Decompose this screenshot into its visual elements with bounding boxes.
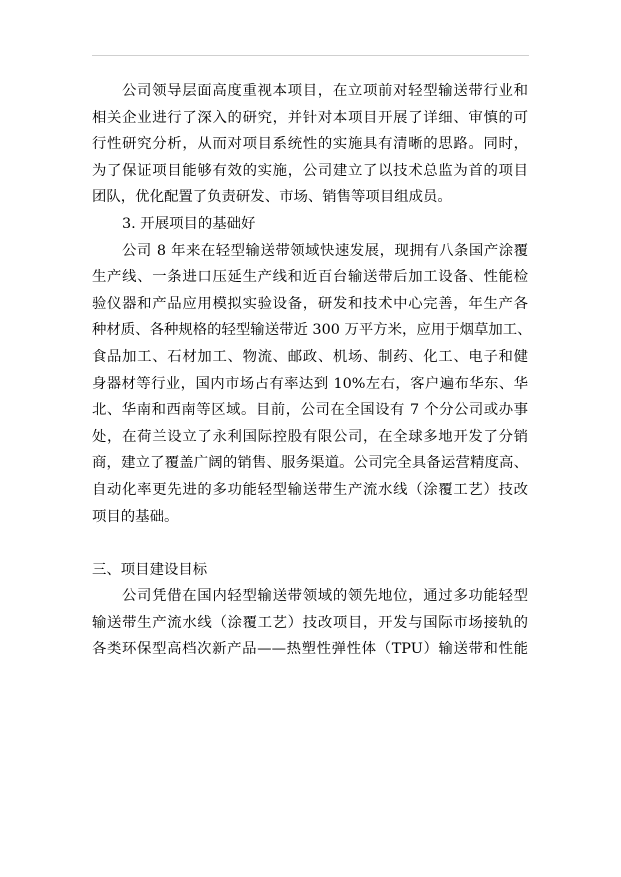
paragraph-line: 公司领导层面高度重视本项目，在立项前对轻型输送带行业和 xyxy=(122,83,528,99)
paragraph-line: 项目的基础。 xyxy=(92,508,179,525)
paragraph-line: 各类环保型高档次新产品——热塑性弹性体（TPU）输送带和性能 xyxy=(92,641,528,658)
paragraph-line: 北、华南和西南等区域。目前，公司在全国设有 7 个分公司或办事 xyxy=(92,402,528,419)
section-heading: 三、项目建设目标 xyxy=(92,561,208,578)
paragraph-line: 输送带生产流水线（涂覆工艺）技改项目，开发与国际市场接轨的 xyxy=(92,614,528,631)
paragraph-line: 生产线、一条进口压延生产线和近百台输送带后加工设备、性能检 xyxy=(92,269,528,286)
paragraph-line: 相关企业进行了深入的研究，并针对本项目开展了详细、审慎的可 xyxy=(92,109,528,126)
paragraph-line: 食品加工、石材加工、物流、邮政、机场、制药、化工、电子和健 xyxy=(92,348,528,365)
blank-line xyxy=(92,530,528,557)
paragraph-line: 处，在荷兰设立了永利国际控股有限公司，在全球多地开发了分销 xyxy=(92,428,528,445)
paragraph-line: 自动化率更先进的多功能轻型输送带生产流水线（涂覆工艺）技改 xyxy=(92,481,528,498)
header-rule xyxy=(92,55,529,56)
paragraph-line: 公司 8 年来在轻型输送带领域快速发展，现拥有八条国产涂覆 xyxy=(122,242,528,259)
paragraph-line: 为了保证项目能够有效的实施，公司建立了以技术总监为首的项目 xyxy=(92,162,528,179)
paragraph-line: 种材质、各种规格的轻型输送带近 300 万平方米，应用于烟草加工、 xyxy=(92,322,532,339)
paragraph-line: 行性研究分析，从而对项目系统性的实施具有清晰的思路。同时， xyxy=(92,136,528,153)
subheading: 3. 开展项目的基础好 xyxy=(122,215,256,232)
page-content xyxy=(92,78,532,663)
paragraph-line: 公司凭借在国内轻型输送带领域的领先地位，通过多功能轻型 xyxy=(122,588,528,605)
paragraph-line: 身器材等行业，国内市场占有率达到 10%左右，客户遍布华东、华 xyxy=(92,375,528,392)
paragraph-line: 验仪器和产品应用模拟实验设备，研发和技术中心完善，年生产各 xyxy=(92,295,528,312)
paragraph-line: 团队，优化配置了负责研发、市场、销售等项目组成员。 xyxy=(92,189,452,206)
paragraph-line: 商，建立了覆盖广阔的销售、服务渠道。公司完全具备运营精度高、 xyxy=(92,455,528,472)
